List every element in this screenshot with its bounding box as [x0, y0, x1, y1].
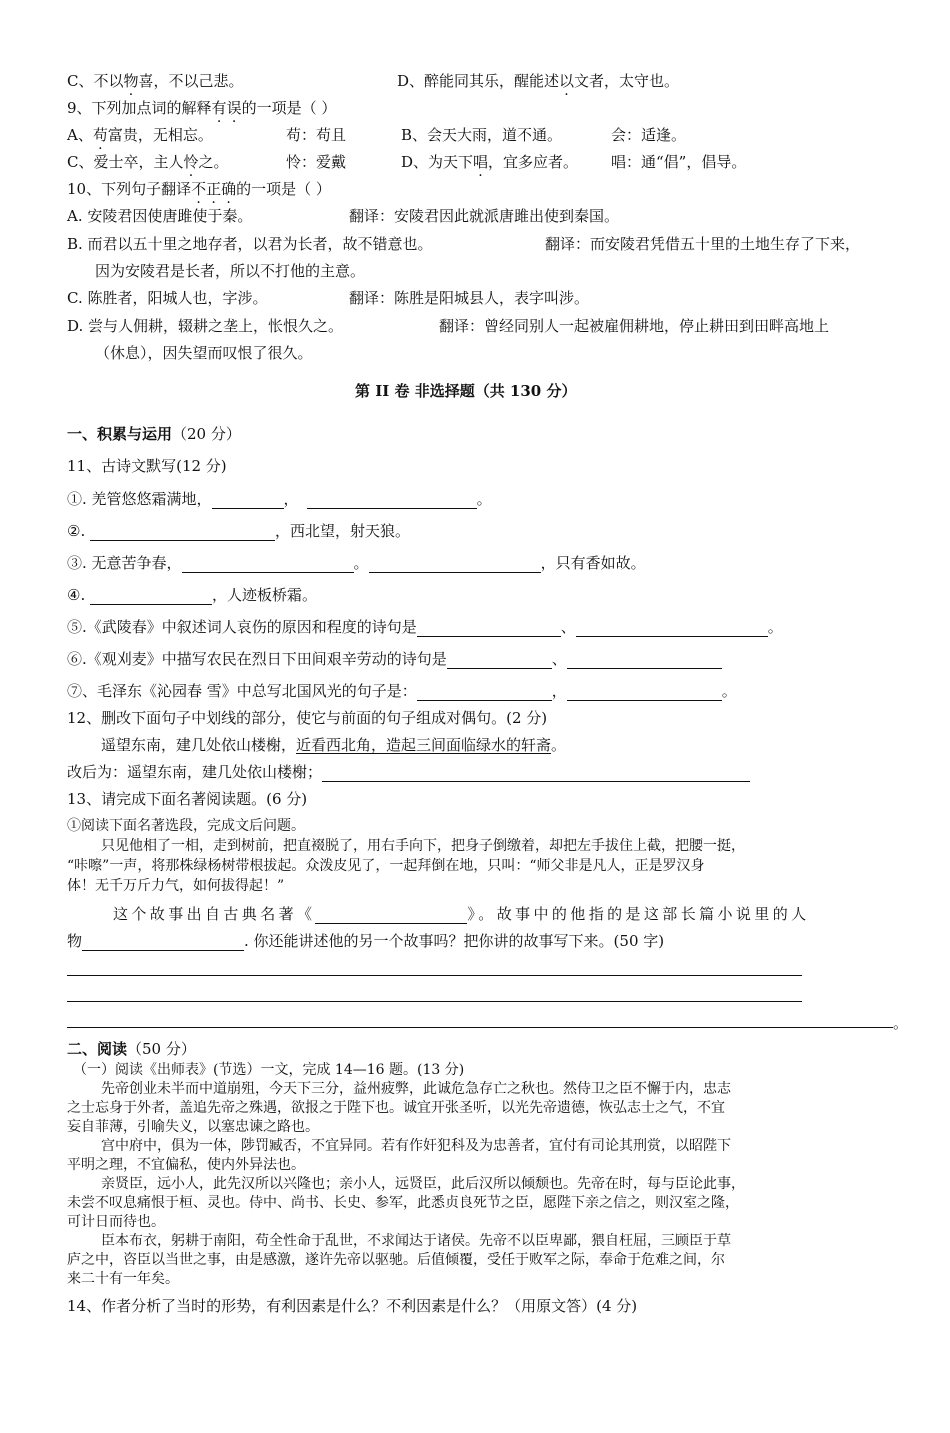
q10-option-a: A. 安陵君因使唐雎使于秦。 — [67, 207, 253, 225]
q8-option-c: C、不以物喜，不以己悲。 — [67, 72, 244, 90]
answer-blank[interactable] — [369, 557, 541, 573]
q9-option-a-gloss: 苟：苟且 — [286, 126, 347, 144]
answer-line[interactable] — [67, 1027, 893, 1028]
q13-question-1: 这个故事出自古典名著《 》。故事中的他指的是这部长篇小说里的人 — [113, 905, 810, 923]
q13-stem: 13、请完成下面名著阅读题。(6 分) — [67, 790, 308, 808]
q9-option-c-gloss: 怜：爱戴 — [286, 153, 347, 171]
q12-stem: 12、删改下面句子中划线的部分，使它与前面的句子组成对偶句。(2 分) — [67, 709, 548, 727]
q10-option-d: D. 尝与人佣耕，辍耕之垄上，怅恨久之。 — [67, 317, 344, 335]
answer-blank[interactable] — [417, 621, 561, 637]
q10-option-d-translation: 翻译：曾经同别人一起被雇佣耕地，停止耕田到田畔高地上 — [439, 317, 830, 335]
q9-option-c: C、爱士卒，主人怜之。 — [67, 153, 229, 171]
q11-line-3: ③. 无意苦争春， 。 ，只有香如故。 — [67, 554, 646, 572]
answer-blank[interactable] — [90, 589, 212, 605]
answer-blank[interactable] — [322, 766, 750, 782]
q13-passage-3: 体！无千万斤力气，如何拔得起！” — [67, 878, 285, 894]
part-2-heading: 二、阅读（50 分） — [67, 1040, 196, 1058]
q13-sub: ①阅读下面名著选段，完成文后问题。 — [67, 818, 305, 834]
reading-1-intro: （一）阅读《出师表》(节选）一文，完成 14—16 题。(13 分) — [73, 1062, 465, 1078]
part-1-heading: 一、积累与运用（20 分） — [67, 425, 241, 443]
answer-blank[interactable] — [567, 685, 722, 701]
passage-line: 庐之中，咨臣以当世之事，由是感激，遂许先帝以驱驰。后值倾覆，受任于败军之际，奉命于危难之间，尔 — [67, 1252, 725, 1268]
answer-blank[interactable] — [307, 493, 477, 509]
answer-blank[interactable] — [315, 908, 467, 924]
passage-line: 之士忘身于外者，盖追先帝之殊遇，欲报之于陛下也。诚宜开张圣听，以光先帝遗德，恢弘志士之气，不宜 — [67, 1100, 725, 1116]
q13-passage-2: “咔嚓”一声，将那株绿杨树带根拔起。众泼皮见了，一起拜倒在地，只叫：“师父非是凡人，正是罗汉身 — [67, 858, 705, 874]
q9-option-d-gloss: 唱：通“倡”，倡导。 — [611, 153, 747, 171]
q8-option-d: D、醉能同其乐，醒能述以文者，太守也。 — [397, 72, 680, 90]
section-2-title: 第 II 卷 非选择题（共 130 分） — [355, 382, 577, 400]
q10-option-c-translation: 翻译：陈胜是阳城县人，表字叫涉。 — [349, 289, 590, 307]
q10-option-b: B. 而君以五十里之地存者，以君为长者，故不错意也。 — [67, 235, 433, 253]
answer-line[interactable] — [67, 1001, 802, 1002]
answer-blank[interactable] — [90, 525, 275, 541]
passage-line: 臣本布衣，躬耕于南阳，苟全性命于乱世，不求闻达于诸侯。先帝不以臣卑鄙，猥自枉屈，三顾臣于草 — [101, 1233, 731, 1249]
answer-blank[interactable] — [447, 653, 552, 669]
q9-option-a: A、苟富贵，无相忘。 — [67, 126, 213, 144]
q9-stem: 9、下列加点词的解释有误的一项是（ ） — [67, 99, 337, 117]
q12-sentence: 遥望东南，建几处依山楼榭，近看西北角，造起三间面临绿水的轩斋。 — [101, 736, 567, 754]
answer-blank[interactable] — [417, 685, 552, 701]
q14-stem: 14、作者分析了当时的形势，有利因素是什么？不利因素是什么？（用原文答）(4 分) — [67, 1297, 638, 1315]
q11-line-5: ⑤.《武陵春》中叙述词人哀伤的原因和程度的诗句是 、 。 — [67, 618, 783, 636]
passage-line: 平明之理，不宜偏私，使内外异法也。 — [67, 1157, 305, 1173]
q11-line-1: ①. 羌管悠悠霜满地， ， 。 — [67, 490, 492, 508]
passage-line: 可计日而待也。 — [67, 1214, 165, 1230]
q9-option-b-gloss: 会：适逢。 — [611, 126, 687, 144]
answer-blank[interactable] — [576, 621, 768, 637]
q13-passage-1: 只见他相了一相，走到树前，把直裰脱了，用右手向下，把身子倒缴着，却把左手拔住上截，把腰一挺， — [101, 838, 745, 854]
passage-line: 来二十有一年矣。 — [67, 1271, 179, 1287]
q11-line-6: ⑥.《观刈麦》中描写农民在烈日下田间艰辛劳动的诗句是 、 — [67, 649, 722, 669]
answer-end-mark: 。 — [893, 1014, 909, 1032]
q10-option-b-translation: 翻译：而安陵君凭借五十里的土地生存了下来， — [545, 235, 861, 253]
answer-blank[interactable] — [182, 557, 354, 573]
q10-option-c: C. 陈胜者，阳城人也，字涉。 — [67, 289, 268, 307]
q11-stem: 11、古诗文默写(12 分) — [67, 457, 227, 475]
q11-line-4: ④. ，人迹板桥霜。 — [67, 586, 317, 604]
q11-line-7: ⑦、毛泽东《沁园春 雪》中总写北国风光的句子是： ， 。 — [67, 682, 737, 700]
q10-option-b-translation-cont: 因为安陵君是长者，所以不打他的主意。 — [95, 262, 366, 280]
passage-line: 宫中府中，俱为一体，陟罚臧否，不宜异同。若有作奸犯科及为忠善者，宜付有司论其刑赏，以昭陛下 — [101, 1138, 731, 1154]
passage-line: 未尝不叹息痛恨于桓、灵也。侍中、尚书、长史、参军，此悉贞良死节之臣，愿陛下亲之信之，则汉室之隆， — [67, 1195, 739, 1211]
answer-blank[interactable] — [212, 493, 284, 509]
q10-stem: 10、下列句子翻译不正确的一项是（ ） — [67, 180, 331, 198]
answer-blank[interactable] — [567, 653, 722, 669]
answer-line[interactable] — [67, 975, 802, 976]
q11-line-2: ②. ，西北望，射天狼。 — [67, 522, 410, 540]
q13-question-2: 物 . 你还能讲述他的另一个故事吗？把你讲的故事写下来。(50 字) — [67, 932, 665, 950]
q10-option-d-translation-cont: （休息），因失望而叹恨了很久。 — [95, 344, 313, 362]
passage-line: 亲贤臣，远小人，此先汉所以兴隆也；亲小人，远贤臣，此后汉所以倾颓也。先帝在时，每与臣论此事， — [101, 1176, 745, 1192]
answer-blank[interactable] — [82, 935, 244, 951]
passage-line: 先帝创业未半而中道崩殂，今天下三分，益州疲弊，此诚危急存亡之秋也。然侍卫之臣不懈于内，忠志 — [101, 1081, 731, 1097]
q9-option-d: D、为天下唱，宜多应者。 — [401, 153, 579, 171]
q9-option-b: B、会天大雨，道不通。 — [401, 126, 563, 144]
q10-option-a-translation: 翻译：安陵君因此就派唐雎出使到秦国。 — [349, 207, 620, 225]
passage-line: 妄自菲薄，引喻失义，以塞忠谏之路也。 — [67, 1119, 319, 1135]
q12-revision: 改后为：遥望东南，建几处依山楼榭； — [67, 762, 750, 782]
